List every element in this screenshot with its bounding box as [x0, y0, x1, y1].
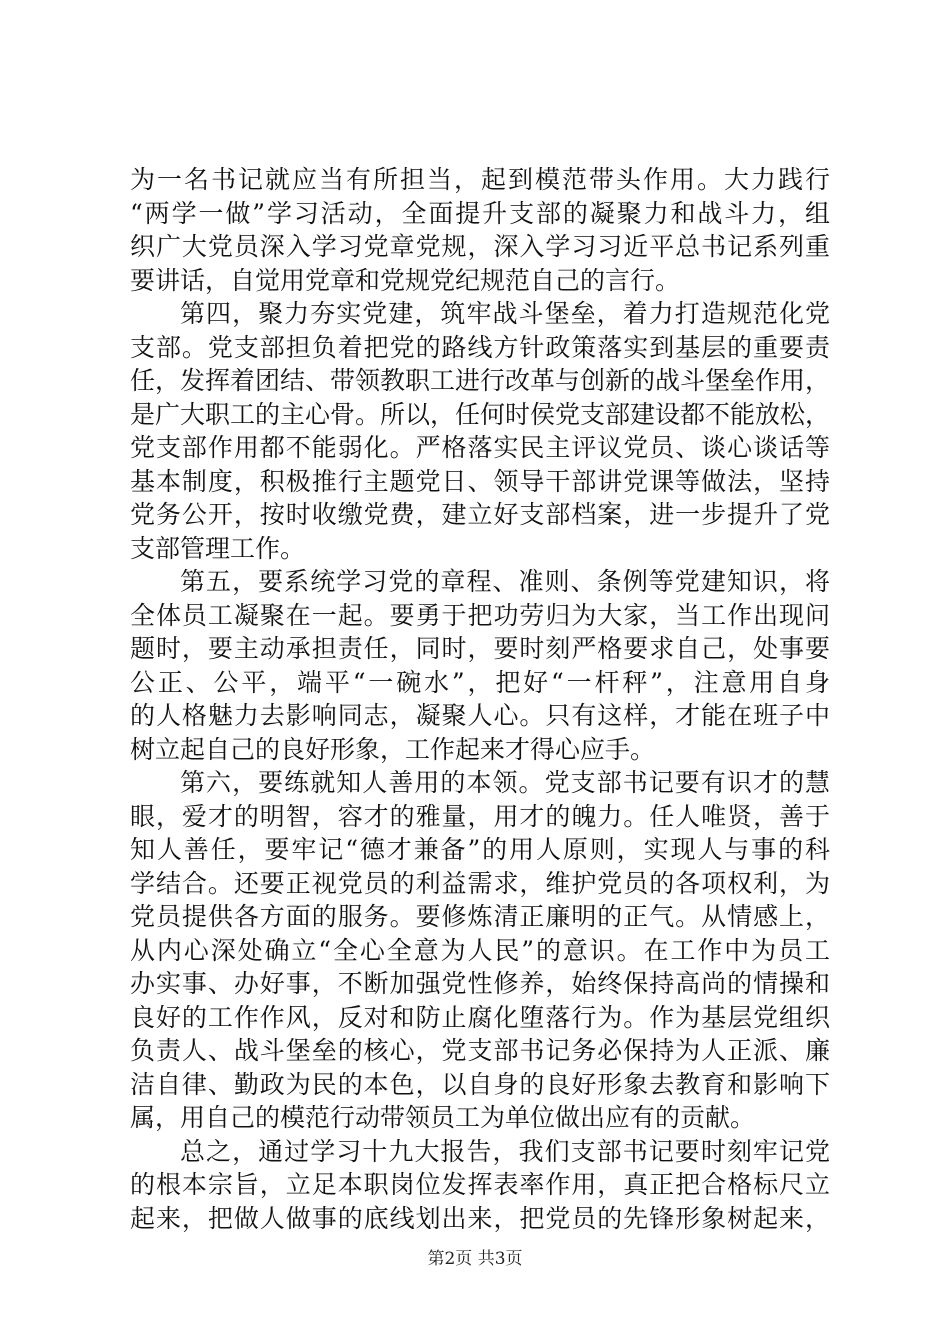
text-line: 第六，要练就知人善用的本领。党支部书记要有识才的慧	[180, 768, 830, 797]
text-line: 总之，通过学习十九大报告，我们支部书记要时刻牢记党	[180, 1136, 830, 1166]
text-line: 学结合。还要正视党员的利益需求，维护党员的各项权利，为	[130, 868, 830, 898]
text-line: 全体员工凝聚在一起。要勇于把功劳归为大家，当工作出现问	[130, 600, 830, 630]
body-text	[130, 163, 830, 1235]
text-line: “两学一做”学习活动，全面提升支部的凝聚力和战斗力，组	[130, 198, 830, 228]
text-line: 党员提供各方面的服务。要修炼清正廉明的正气。从情感上，	[130, 902, 830, 931]
text-line: 洁自律、勤政为民的本色，以自身的良好形象去教育和影响下	[130, 1069, 830, 1099]
text-line: 负责人、战斗堡垒的核心，党支部书记务必保持为人正派、廉	[130, 1036, 830, 1065]
text-line: 题时，要主动承担责任，同时，要时刻严格要求自己，处事要	[130, 634, 830, 663]
text-line: 知人善任，要牢记“德才兼备”的用人原则，实现人与事的科	[130, 835, 830, 864]
text-line: 公正、公平，端平“一碗水”，把好“一杆秤”，注意用自身	[130, 667, 830, 697]
text-line: 织广大党员深入学习党章党规，深入学习习近平总书记系列重	[130, 232, 830, 261]
text-line: 要讲话，自觉用党章和党规党纪规范自己的言行。	[130, 265, 681, 295]
text-line: 基本制度，积极推行主题党日、领导干部讲党课等做法，坚持	[130, 466, 830, 496]
text-line: 树立起自己的良好形象，工作起来才得心应手。	[130, 734, 656, 764]
text-line: 起来，把做人做事的底线划出来，把党员的先锋形象树起来，	[130, 1203, 830, 1233]
text-line: 的根本宗旨，立足本职岗位发挥表率作用，真正把合格标尺立	[130, 1170, 830, 1199]
text-line: 从内心深处确立“全心全意为人民”的意识。在工作中为员工	[130, 935, 830, 965]
text-line: 属，用自己的模范行动带领员工为单位做出应有的贡献。	[130, 1103, 756, 1132]
text-line: 眼，爱才的明智，容才的雅量，用才的魄力。任人唯贤，善于	[130, 801, 830, 831]
text-line: 党支部作用都不能弱化。严格落实民主评议党员、谈心谈话等	[130, 433, 830, 462]
text-line: 支部管理工作。	[130, 533, 306, 563]
page-footer: 第2页 共3页	[427, 1249, 523, 1269]
text-line: 的人格魅力去影响同志，凝聚人心。只有这样，才能在班子中	[130, 701, 830, 730]
text-line: 良好的工作作风，反对和防止腐化堕落行为。作为基层党组织	[130, 1002, 830, 1032]
text-line: 第五，要系统学习党的章程、准则、条例等党建知识，将	[180, 567, 830, 596]
text-line: 是广大职工的主心骨。所以，任何时侯党支部建设都不能放松，	[130, 399, 831, 429]
text-line: 为一名书记就应当有所担当，起到模范带头作用。大力践行	[130, 165, 830, 194]
text-line: 第四，聚力夯实党建，筑牢战斗堡垒，着力打造规范化党	[180, 299, 830, 328]
text-line: 党务公开，按时收缴党费，建立好支部档案，进一步提升了党	[130, 500, 830, 529]
text-line: 办实事、办好事，不断加强党性修养，始终保持高尚的情操和	[130, 969, 830, 998]
text-line: 支部。党支部担负着把党的路线方针政策落实到基层的重要责	[130, 332, 830, 362]
text-line: 任，发挥着团结、带领教职工进行改革与创新的战斗堡垒作用，	[130, 366, 831, 395]
